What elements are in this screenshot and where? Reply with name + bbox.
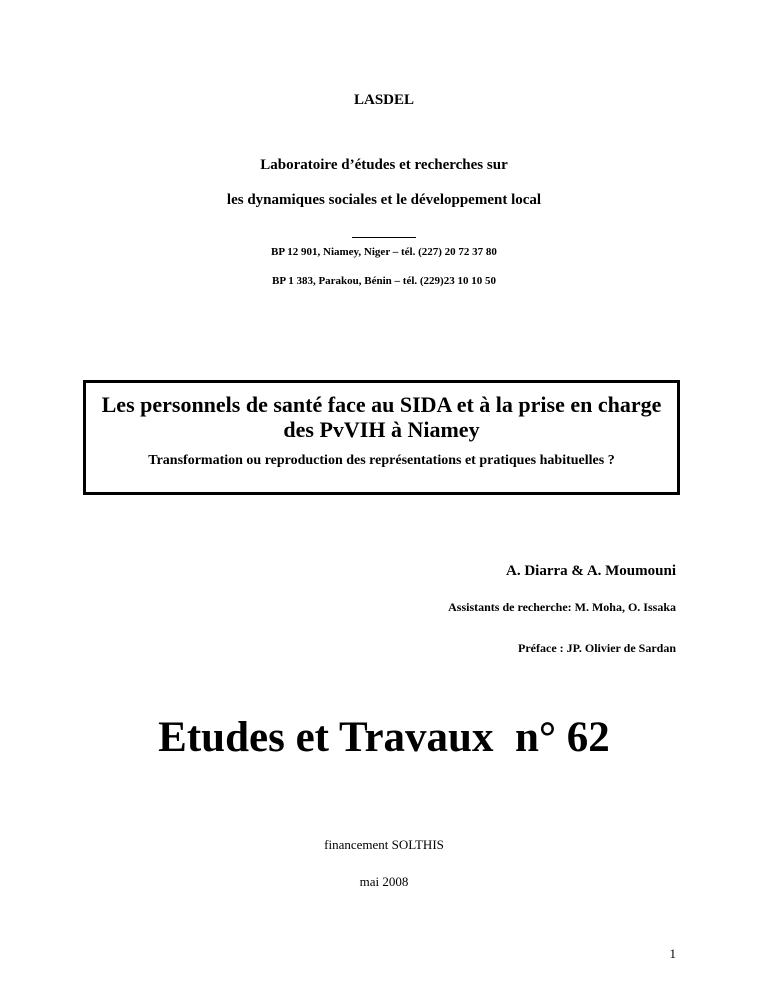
address-parakou: BP 1 383, Parakou, Bénin – tél. (229)23 10 10 50: [272, 275, 496, 287]
series-title: Etudes et Travaux n° 62: [158, 714, 610, 761]
lab-name-line-1: Laboratoire d’études et recherches sur: [260, 157, 508, 173]
separator-rule: [352, 237, 416, 238]
organization-name: LASDEL: [353, 92, 415, 108]
document-title: Les personnels de santé face au SIDA et à la prise en charge des PvVIH à Niamey: [101, 392, 662, 442]
page-number: 1: [669, 946, 676, 961]
authors: A. Diarra & A. Moumouni: [506, 563, 676, 579]
preface-credit: Préface : JP. Olivier de Sardan: [518, 641, 676, 655]
publication-date: mai 2008: [359, 874, 409, 889]
research-assistants: Assistants de recherche: M. Moha, O. Issaka: [448, 600, 676, 614]
document-subtitle: Transformation ou reproduction des représentations et pratiques habituelles ?: [148, 453, 615, 468]
lab-name-line-2: les dynamiques sociales et le développement local: [226, 192, 542, 208]
address-niamey: BP 12 901, Niamey, Niger – tél. (227) 20 72 37 80: [271, 246, 497, 258]
funding-note: financement SOLTHIS: [324, 837, 444, 852]
title-box: [83, 380, 680, 495]
